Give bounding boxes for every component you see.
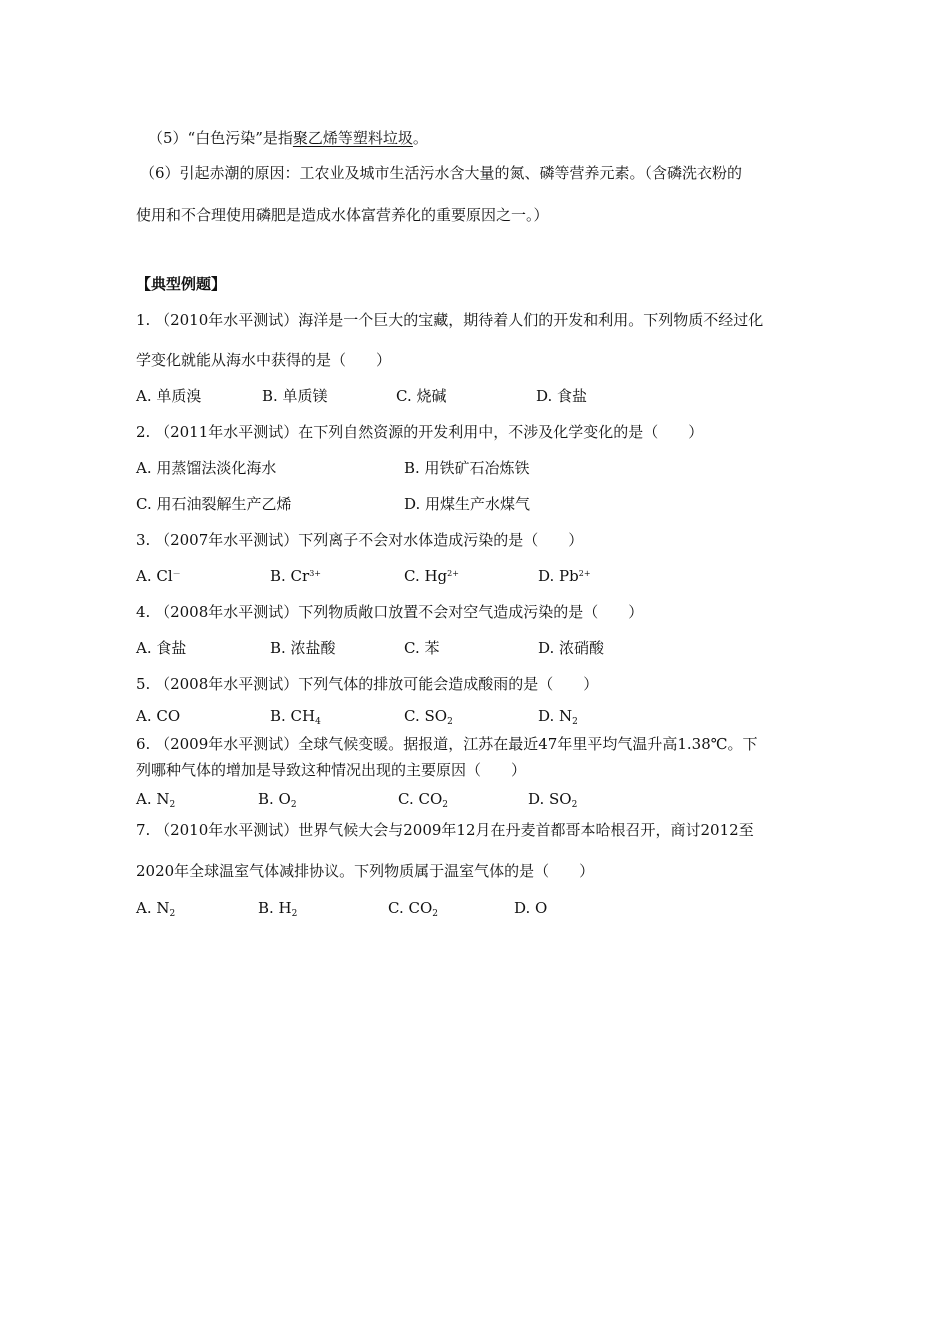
question-6-stem-line-1: 6. （2009年水平测试）全球气候变暖。据报道，江苏在最近47年里平均气温升高1.38℃。下 — [136, 735, 758, 753]
option-c-subscript: 2 — [432, 909, 438, 919]
option-d[interactable]: D. 浓硝酸 — [538, 639, 605, 657]
question-1-stem-line-1: 1. （2010年水平测试）海洋是一个巨大的宝藏，期待着人们的开发和利用。下列物质不经过化 — [136, 311, 764, 329]
option-d-label: D. N — [538, 707, 573, 725]
question-2-stem: 2. （2011年水平测试）在下列自然资源的开发利用中，不涉及化学变化的是（ ） — [136, 423, 704, 441]
question-6-stem-line-2: 列哪种气体的增加是导致这种情况出现的主要原因（ ） — [136, 761, 527, 779]
option-a-label: A. Cl — [136, 567, 173, 585]
note-6-line-1: （6）引起赤潮的原因：工农业及城市生活污水含大量的氮、磷等营养元素。（含磷洗衣粉的 — [140, 164, 743, 182]
question-7-stem-line-2: 2020年全球温室气体减排协议。下列物质属于温室气体的是（ ） — [136, 862, 595, 880]
option-d-label: D. SO — [528, 790, 572, 808]
option-c-label: C. Hg — [404, 567, 448, 585]
question-1-stem-line-2: 学变化就能从海水中获得的是（ ） — [136, 351, 392, 369]
option-b-label: B. Cr — [270, 567, 310, 585]
option-a-label: A. CO — [136, 707, 181, 725]
option-b-label: B. CH — [270, 707, 316, 725]
option-d[interactable]: D. 食盐 — [536, 387, 588, 405]
question-5-stem: 5. （2008年水平测试）下列气体的排放可能会造成酸雨的是（ ） — [136, 675, 599, 693]
option-a-subscript: 2 — [169, 800, 176, 810]
note-5-prefix: （5）“白色污染”是指 — [148, 129, 293, 147]
option-b[interactable] — [270, 566, 321, 586]
option-d-subscript: 2 — [572, 717, 578, 727]
option-d-charge: 2+ — [578, 569, 591, 578]
question-3-stem: 3. （2007年水平测试）下列离子不会对水体造成污染的是（ ） — [136, 531, 584, 549]
option-c[interactable]: C. 烧碱 — [396, 387, 447, 405]
option-c[interactable]: C. 苯 — [404, 639, 440, 657]
option-a[interactable]: A. 食盐 — [136, 639, 187, 657]
option-c[interactable]: C. 用石油裂解生产乙烯 — [136, 495, 292, 513]
option-c[interactable] — [388, 898, 438, 921]
option-d[interactable] — [528, 789, 577, 812]
option-d-subscript: 2 — [571, 800, 578, 810]
option-c-subscript: 2 — [447, 717, 453, 727]
option-b[interactable]: B. 用铁矿石冶炼铁 — [404, 459, 530, 477]
option-a-label: A. N — [136, 790, 170, 808]
option-a[interactable] — [136, 898, 175, 921]
option-c[interactable] — [404, 706, 453, 729]
option-a[interactable]: A. 用蒸馏法淡化海水 — [136, 459, 277, 477]
option-c-label: C. CO — [388, 899, 433, 917]
option-d-label: D. O — [514, 899, 548, 917]
option-d[interactable] — [514, 898, 547, 921]
option-b-subscript: 4 — [315, 717, 321, 727]
option-a[interactable]: A. 单质溴 — [136, 387, 202, 405]
option-b-label: B. H — [258, 899, 292, 917]
note-6-line-2: 使用和不合理使用磷肥是造成水体富营养化的重要原因之一。） — [136, 206, 549, 224]
option-a-label: A. N — [136, 899, 170, 917]
question-7-stem-line-1: 7. （2010年水平测试）世界气候大会与2009年12月在丹麦首都哥本哈根召开，商讨2012至 — [136, 821, 754, 839]
option-c-subscript: 2 — [442, 800, 448, 810]
option-b-subscript: 2 — [290, 800, 297, 810]
option-d-label: D. Pb — [538, 567, 579, 585]
option-b-label: B. O — [258, 790, 291, 808]
option-c[interactable] — [404, 566, 459, 586]
option-b[interactable] — [258, 898, 297, 921]
question-4-stem: 4. （2008年水平测试）下列物质敞口放置不会对空气造成污染的是（ ） — [136, 603, 644, 621]
option-a[interactable] — [136, 566, 181, 586]
option-b[interactable] — [258, 789, 297, 812]
option-d[interactable]: D. 用煤生产水煤气 — [404, 495, 531, 513]
option-a[interactable] — [136, 789, 175, 812]
section-title: 【典型例题】 — [136, 275, 227, 293]
option-b[interactable]: B. 浓盐酸 — [270, 639, 336, 657]
option-b[interactable]: B. 单质镁 — [262, 387, 328, 405]
note-5-underlined: 聚乙烯等塑料垃圾 — [292, 129, 413, 147]
option-c-label: C. SO — [404, 707, 448, 725]
option-d[interactable] — [538, 566, 591, 586]
option-b-subscript: 2 — [291, 909, 298, 919]
option-c-charge: 2+ — [447, 569, 459, 578]
option-a-charge: － — [172, 569, 181, 578]
option-b[interactable] — [270, 706, 321, 729]
note-5-suffix: 。 — [412, 129, 428, 147]
option-c[interactable] — [398, 789, 448, 812]
note-5 — [148, 128, 428, 148]
option-b-charge: 3+ — [309, 569, 322, 578]
option-a[interactable] — [136, 706, 180, 729]
option-c-label: C. CO — [398, 790, 443, 808]
option-d[interactable] — [538, 706, 578, 729]
option-a-subscript: 2 — [169, 909, 176, 919]
